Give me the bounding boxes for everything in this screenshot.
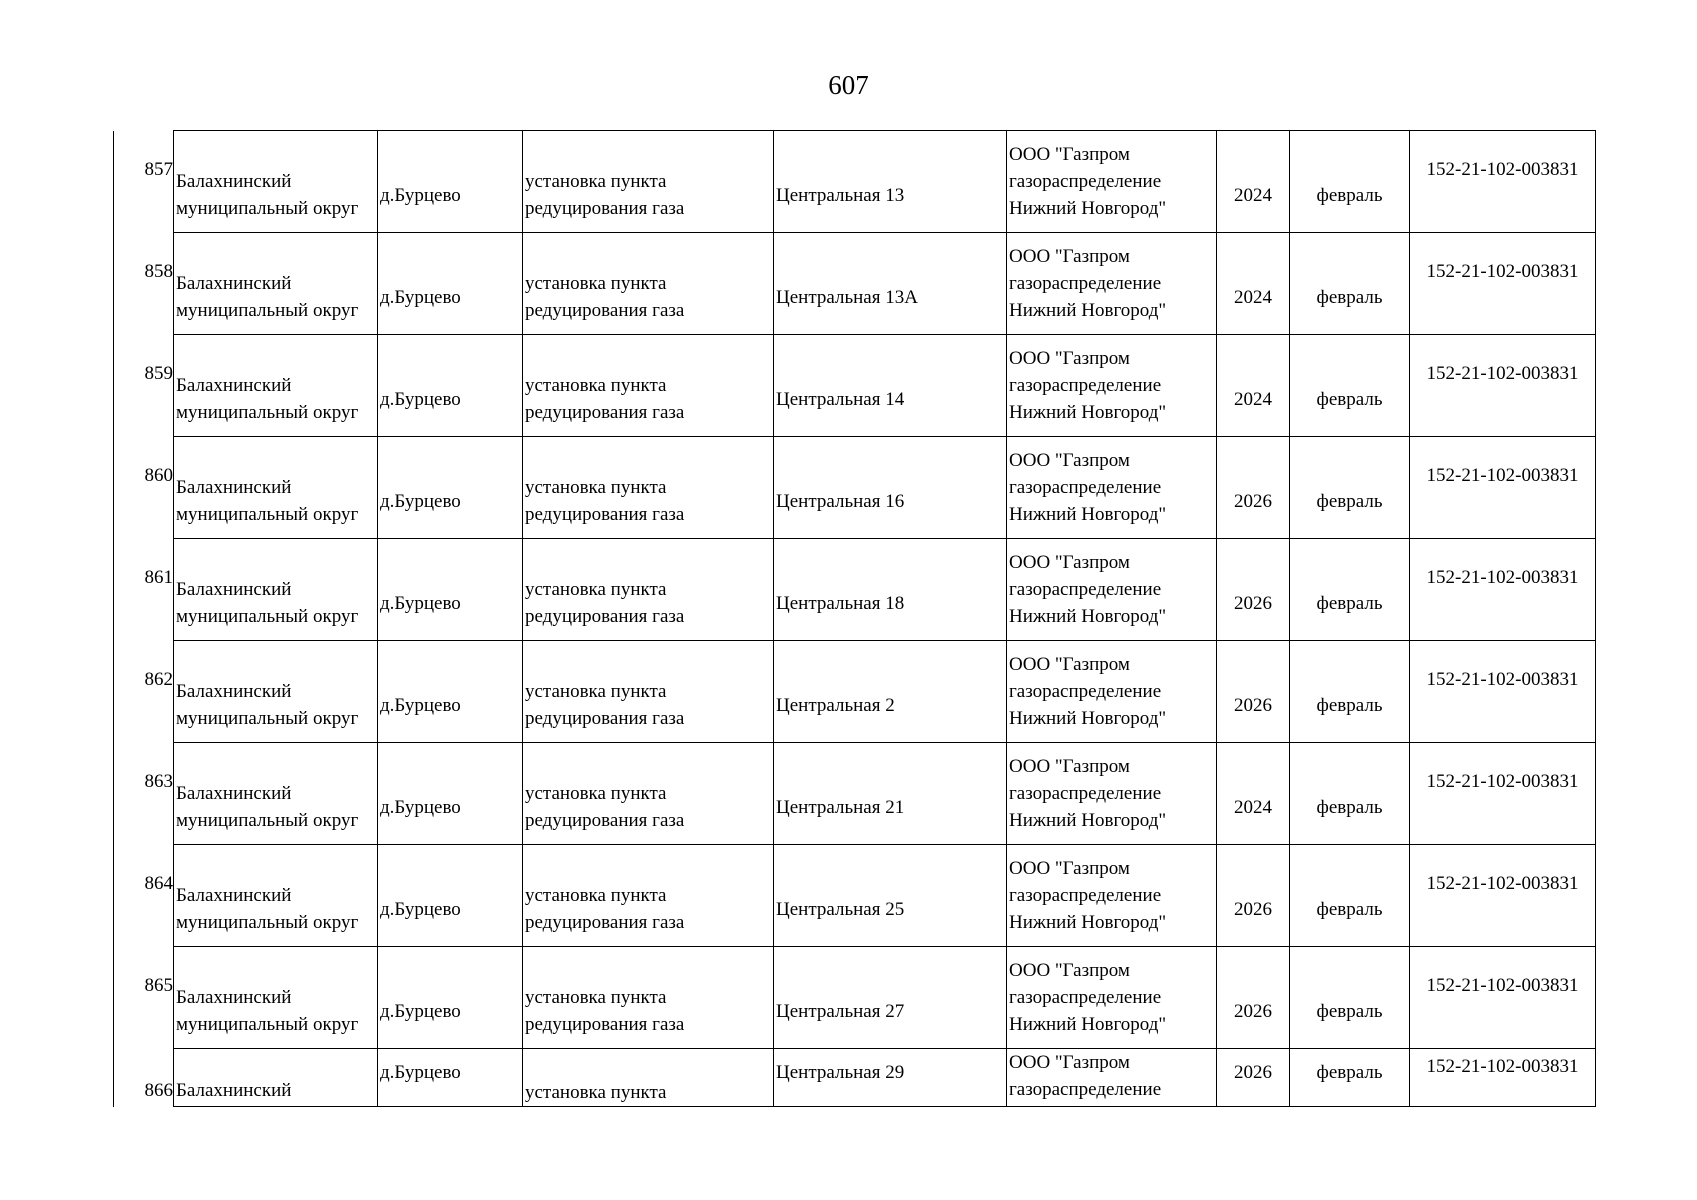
address: Центральная 13 bbox=[776, 184, 905, 206]
village-cell bbox=[378, 947, 523, 1049]
year: 2026 bbox=[1234, 490, 1272, 512]
month: февраль bbox=[1316, 1000, 1383, 1022]
registry-code: 152-21-102-003831 bbox=[1426, 770, 1579, 792]
year-cell bbox=[1217, 947, 1290, 1049]
work-line: установка пункта bbox=[525, 171, 667, 192]
work-cell bbox=[523, 641, 774, 743]
table-row bbox=[114, 335, 1596, 437]
row-number: 857 bbox=[144, 158, 173, 180]
address: Центральная 18 bbox=[776, 592, 905, 614]
year: 2024 bbox=[1234, 796, 1272, 818]
month-cell bbox=[1290, 335, 1410, 437]
work-cell bbox=[523, 335, 774, 437]
row-number: 866 bbox=[144, 1079, 173, 1101]
work-line: редуцирования газа bbox=[525, 198, 685, 219]
address-cell bbox=[774, 335, 1007, 437]
row-number: 858 bbox=[144, 260, 173, 282]
work-line: установка пункта bbox=[525, 375, 667, 396]
work-cell bbox=[523, 743, 774, 845]
code-cell bbox=[1410, 1049, 1596, 1107]
year-cell bbox=[1217, 335, 1290, 437]
village-cell bbox=[378, 131, 523, 233]
table-row bbox=[114, 743, 1596, 845]
year-cell bbox=[1217, 641, 1290, 743]
district-cell bbox=[174, 743, 378, 845]
org-line: Нижний Новгород" bbox=[1009, 912, 1167, 933]
table-row bbox=[114, 131, 1596, 233]
month-cell bbox=[1290, 131, 1410, 233]
month-cell bbox=[1290, 743, 1410, 845]
registry-code: 152-21-102-003831 bbox=[1426, 566, 1579, 588]
district-line: муниципальный округ bbox=[176, 198, 359, 219]
village-cell bbox=[378, 641, 523, 743]
org-line: ООО "Газпром bbox=[1009, 1052, 1130, 1073]
district-line: Балахнинский bbox=[176, 885, 292, 906]
work-cell bbox=[523, 437, 774, 539]
org-line: ООО "Газпром bbox=[1009, 348, 1130, 369]
address: Центральная 25 bbox=[776, 898, 905, 920]
row-number-cell bbox=[114, 743, 174, 845]
district-line: муниципальный округ bbox=[176, 912, 359, 933]
village-name: д.Бурцево bbox=[380, 286, 461, 308]
work-line: установка пункта bbox=[525, 783, 667, 804]
month: февраль bbox=[1316, 184, 1383, 206]
district-line: муниципальный округ bbox=[176, 606, 359, 627]
work-line: редуцирования газа bbox=[525, 402, 685, 423]
district-cell bbox=[174, 335, 378, 437]
work-line: установка пункта bbox=[525, 885, 667, 906]
org-line: газораспределение bbox=[1009, 885, 1162, 906]
address: Центральная 13А bbox=[776, 286, 918, 308]
organization-cell bbox=[1007, 539, 1217, 641]
registry-code: 152-21-102-003831 bbox=[1426, 158, 1579, 180]
district-line: муниципальный округ bbox=[176, 402, 359, 423]
month: февраль bbox=[1316, 796, 1383, 818]
organization-cell bbox=[1007, 845, 1217, 947]
page-number: 607 bbox=[828, 70, 869, 100]
address-cell bbox=[774, 947, 1007, 1049]
district-cell bbox=[174, 1049, 378, 1107]
month-cell bbox=[1290, 233, 1410, 335]
org-line: Нижний Новгород" bbox=[1009, 606, 1167, 627]
month: февраль bbox=[1316, 388, 1383, 410]
month: февраль bbox=[1316, 694, 1383, 716]
address-cell bbox=[774, 845, 1007, 947]
organization-cell bbox=[1007, 233, 1217, 335]
work-line: редуцирования газа bbox=[525, 810, 685, 831]
month-cell bbox=[1290, 641, 1410, 743]
village-name: д.Бурцево bbox=[380, 592, 461, 614]
district-line: Балахнинский bbox=[176, 783, 292, 804]
month-cell bbox=[1290, 1049, 1410, 1107]
code-cell bbox=[1410, 743, 1596, 845]
org-line: газораспределение bbox=[1009, 375, 1162, 396]
code-cell bbox=[1410, 845, 1596, 947]
month-cell bbox=[1290, 539, 1410, 641]
org-line: газораспределение bbox=[1009, 579, 1162, 600]
table-row bbox=[114, 947, 1596, 1049]
year: 2026 bbox=[1234, 592, 1272, 614]
work-cell bbox=[523, 1049, 774, 1107]
work-line: установка пункта bbox=[525, 681, 667, 702]
work-cell bbox=[523, 539, 774, 641]
address: Центральная 27 bbox=[776, 1000, 905, 1022]
address: Центральная 21 bbox=[776, 796, 905, 818]
district-line: Балахнинский bbox=[176, 579, 292, 600]
org-line: газораспределение bbox=[1009, 681, 1162, 702]
code-cell bbox=[1410, 539, 1596, 641]
organization-cell bbox=[1007, 641, 1217, 743]
row-number-cell bbox=[114, 335, 174, 437]
row-number-cell bbox=[114, 233, 174, 335]
work-line: редуцирования газа bbox=[525, 1014, 685, 1035]
organization-cell bbox=[1007, 437, 1217, 539]
organization-cell bbox=[1007, 947, 1217, 1049]
year: 2024 bbox=[1234, 184, 1272, 206]
district-cell bbox=[174, 131, 378, 233]
org-line: ООО "Газпром bbox=[1009, 450, 1130, 471]
org-line: Нижний Новгород" bbox=[1009, 402, 1167, 423]
work-line: установка пункта bbox=[525, 579, 667, 600]
work-cell bbox=[523, 233, 774, 335]
district-line: Балахнинский bbox=[176, 171, 292, 192]
month-cell bbox=[1290, 437, 1410, 539]
org-line: Нижний Новгород" bbox=[1009, 504, 1167, 525]
district-cell bbox=[174, 233, 378, 335]
village-cell bbox=[378, 1049, 523, 1107]
work-cell bbox=[523, 131, 774, 233]
org-line: газораспределение bbox=[1009, 273, 1162, 294]
code-cell bbox=[1410, 131, 1596, 233]
month: февраль bbox=[1316, 286, 1383, 308]
organization-cell bbox=[1007, 335, 1217, 437]
table-row bbox=[114, 845, 1596, 947]
district-line: Балахнинский bbox=[176, 681, 292, 702]
district-line: муниципальный округ bbox=[176, 708, 359, 729]
row-number-cell bbox=[114, 641, 174, 743]
org-line: ООО "Газпром bbox=[1009, 552, 1130, 573]
org-line: Нижний Новгород" bbox=[1009, 300, 1167, 321]
row-number-cell bbox=[114, 131, 174, 233]
year-cell bbox=[1217, 233, 1290, 335]
row-number: 865 bbox=[144, 974, 173, 996]
org-line: Нижний Новгород" bbox=[1009, 708, 1167, 729]
year: 2024 bbox=[1234, 388, 1272, 410]
org-line: ООО "Газпром bbox=[1009, 960, 1130, 981]
district-line: Балахнинский bbox=[176, 477, 292, 498]
village-cell bbox=[378, 233, 523, 335]
district-cell bbox=[174, 845, 378, 947]
address-cell bbox=[774, 131, 1007, 233]
village-name: д.Бурцево bbox=[380, 1062, 461, 1083]
row-number-cell bbox=[114, 539, 174, 641]
district-cell bbox=[174, 539, 378, 641]
row-number: 864 bbox=[144, 872, 173, 894]
address-cell bbox=[774, 539, 1007, 641]
year-cell bbox=[1217, 1049, 1290, 1107]
address: Центральная 29 bbox=[776, 1062, 905, 1083]
village-name: д.Бурцево bbox=[380, 1000, 461, 1022]
registry-code: 152-21-102-003831 bbox=[1426, 464, 1579, 486]
village-cell bbox=[378, 743, 523, 845]
org-line: Нижний Новгород" bbox=[1009, 198, 1167, 219]
row-number-cell bbox=[114, 1049, 174, 1107]
registry-code: 152-21-102-003831 bbox=[1426, 668, 1579, 690]
org-line: газораспределение bbox=[1009, 783, 1162, 804]
work-line: редуцирования газа bbox=[525, 708, 685, 729]
row-number: 860 bbox=[144, 464, 173, 486]
work-line: установка пункта bbox=[525, 477, 667, 498]
district-line: Балахнинский bbox=[176, 987, 292, 1008]
year: 2026 bbox=[1234, 1062, 1272, 1083]
org-line: Нижний Новгород" bbox=[1009, 1014, 1167, 1035]
month: февраль bbox=[1316, 1062, 1383, 1083]
year-cell bbox=[1217, 539, 1290, 641]
address-cell bbox=[774, 1049, 1007, 1107]
village-cell bbox=[378, 335, 523, 437]
registry-table bbox=[113, 130, 1596, 1107]
org-line: ООО "Газпром bbox=[1009, 756, 1130, 777]
district-line: муниципальный округ bbox=[176, 300, 359, 321]
row-number: 859 bbox=[144, 362, 173, 384]
village-name: д.Бурцево bbox=[380, 694, 461, 716]
address: Центральная 2 bbox=[776, 694, 895, 716]
org-line: ООО "Газпром bbox=[1009, 858, 1130, 879]
work-line: редуцирования газа bbox=[525, 300, 685, 321]
work-line: установка пункта bbox=[525, 1082, 667, 1103]
code-cell bbox=[1410, 233, 1596, 335]
district-line: муниципальный округ bbox=[176, 504, 359, 525]
year: 2026 bbox=[1234, 1000, 1272, 1022]
village-cell bbox=[378, 539, 523, 641]
row-number: 862 bbox=[144, 668, 173, 690]
table-row bbox=[114, 1049, 1596, 1107]
village-cell bbox=[378, 845, 523, 947]
code-cell bbox=[1410, 335, 1596, 437]
code-cell bbox=[1410, 641, 1596, 743]
registry-code: 152-21-102-003831 bbox=[1426, 872, 1579, 894]
work-line: установка пункта bbox=[525, 987, 667, 1008]
work-line: редуцирования газа bbox=[525, 912, 685, 933]
district-cell bbox=[174, 437, 378, 539]
address: Центральная 14 bbox=[776, 388, 905, 410]
address-cell bbox=[774, 641, 1007, 743]
year-cell bbox=[1217, 131, 1290, 233]
month-cell bbox=[1290, 845, 1410, 947]
month-cell bbox=[1290, 947, 1410, 1049]
year: 2026 bbox=[1234, 898, 1272, 920]
district-line: муниципальный округ bbox=[176, 810, 359, 831]
organization-cell bbox=[1007, 743, 1217, 845]
village-name: д.Бурцево bbox=[380, 490, 461, 512]
org-line: газораспределение bbox=[1009, 171, 1162, 192]
village-cell bbox=[378, 437, 523, 539]
table-row bbox=[114, 641, 1596, 743]
org-line: ООО "Газпром bbox=[1009, 144, 1130, 165]
row-number: 863 bbox=[144, 770, 173, 792]
code-cell bbox=[1410, 437, 1596, 539]
year-cell bbox=[1217, 743, 1290, 845]
work-line: редуцирования газа bbox=[525, 606, 685, 627]
address-cell bbox=[774, 743, 1007, 845]
table-row bbox=[114, 233, 1596, 335]
org-line: Нижний Новгород" bbox=[1009, 810, 1167, 831]
year: 2026 bbox=[1234, 694, 1272, 716]
org-line: газораспределение bbox=[1009, 477, 1162, 498]
row-number-cell bbox=[114, 947, 174, 1049]
village-name: д.Бурцево bbox=[380, 796, 461, 818]
work-cell bbox=[523, 947, 774, 1049]
org-line: ООО "Газпром bbox=[1009, 246, 1130, 267]
row-number: 861 bbox=[144, 566, 173, 588]
district-cell bbox=[174, 641, 378, 743]
row-number-cell bbox=[114, 845, 174, 947]
village-name: д.Бурцево bbox=[380, 184, 461, 206]
address-cell bbox=[774, 437, 1007, 539]
month: февраль bbox=[1316, 592, 1383, 614]
district-cell bbox=[174, 947, 378, 1049]
address: Центральная 16 bbox=[776, 490, 905, 512]
month: февраль bbox=[1316, 898, 1383, 920]
table-row bbox=[114, 539, 1596, 641]
row-number-cell bbox=[114, 437, 174, 539]
district-line: Балахнинский bbox=[176, 273, 292, 294]
year: 2024 bbox=[1234, 286, 1272, 308]
org-line: ООО "Газпром bbox=[1009, 654, 1130, 675]
registry-code: 152-21-102-003831 bbox=[1426, 362, 1579, 384]
work-line: установка пункта bbox=[525, 273, 667, 294]
org-line: газораспределение bbox=[1009, 987, 1162, 1008]
address-cell bbox=[774, 233, 1007, 335]
month: февраль bbox=[1316, 490, 1383, 512]
year-cell bbox=[1217, 845, 1290, 947]
village-name: д.Бурцево bbox=[380, 388, 461, 410]
district-line: муниципальный округ bbox=[176, 1014, 359, 1035]
org-line: газораспределение bbox=[1009, 1079, 1162, 1100]
registry-code: 152-21-102-003831 bbox=[1426, 1056, 1579, 1077]
organization-cell bbox=[1007, 131, 1217, 233]
registry-code: 152-21-102-003831 bbox=[1426, 260, 1579, 282]
table-row bbox=[114, 437, 1596, 539]
district-line: Балахнинский bbox=[176, 1080, 292, 1101]
year-cell bbox=[1217, 437, 1290, 539]
district-line: Балахнинский bbox=[176, 375, 292, 396]
work-line: редуцирования газа bbox=[525, 504, 685, 525]
registry-code: 152-21-102-003831 bbox=[1426, 974, 1579, 996]
village-name: д.Бурцево bbox=[380, 898, 461, 920]
work-cell bbox=[523, 845, 774, 947]
organization-cell bbox=[1007, 1049, 1217, 1107]
code-cell bbox=[1410, 947, 1596, 1049]
